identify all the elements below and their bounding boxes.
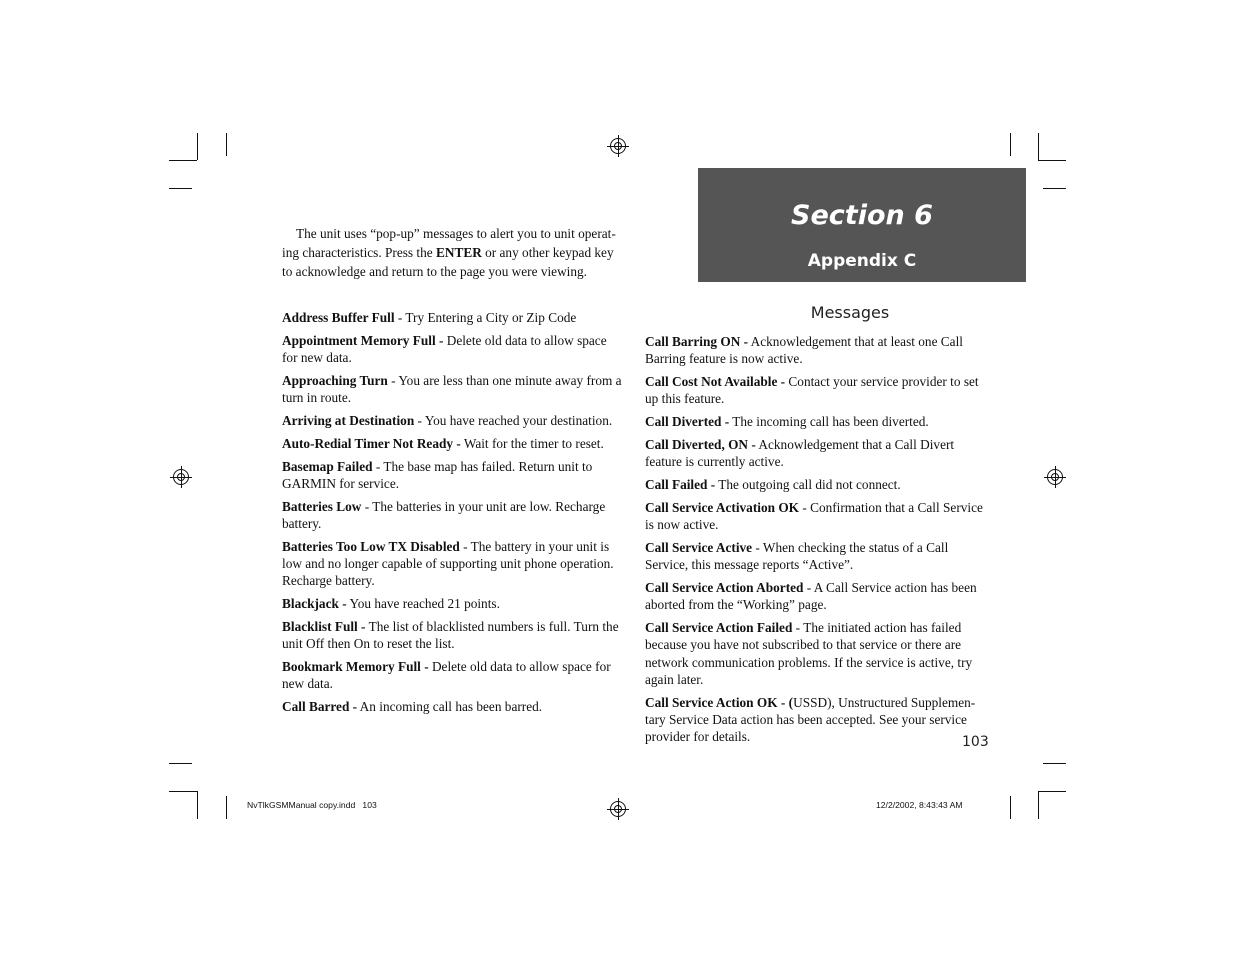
crop-mark <box>197 791 198 819</box>
message-entry <box>282 372 624 407</box>
message-description: - You have reached your destination. <box>414 412 613 428</box>
message-entry <box>282 458 624 493</box>
message-entry <box>282 309 624 326</box>
message-description: You have reached 21 points. <box>346 596 500 612</box>
intro-text: or any other keypad key to acknowledge and return to the page you were viewing. <box>282 245 614 279</box>
registration-mark-icon <box>610 138 626 154</box>
message-list-right <box>645 333 987 751</box>
crop-mark <box>169 763 192 764</box>
message-list-left <box>282 309 624 721</box>
message-term: Appointment Memory Full - <box>282 332 444 348</box>
crop-mark <box>169 188 192 189</box>
messages-heading: Messages <box>810 303 890 322</box>
section-header-box <box>698 168 1026 282</box>
message-description: USSD), Unstructured Supplemen-tary Service Data action has been accepted. See your service provider for details. <box>645 694 976 745</box>
message-description: Acknowledgement that at least one Call Barring feature is now active. <box>645 334 963 367</box>
message-term: Call Barred - <box>282 699 358 715</box>
message-term: Basemap Failed <box>282 458 373 474</box>
message-term: Batteries Too Low TX Disabled <box>282 538 460 554</box>
message-term: Call Service Action Aborted <box>645 580 804 596</box>
message-description: - The base map has failed. Return unit to GARMIN for service. <box>282 458 593 491</box>
crop-mark <box>226 133 227 156</box>
message-entry <box>282 412 624 429</box>
message-entry <box>282 595 624 612</box>
intro-text: The unit uses “pop-up” messages to alert you to unit operat-ing characteristics. Press the <box>282 226 616 260</box>
message-term: Call Diverted - <box>645 414 730 430</box>
message-description: - The initiated action has failed because you have not subscribed to that service or there are network communication problems. If the service is active, try again later. <box>645 620 973 688</box>
message-description: The incoming call has been diverted. <box>729 414 929 430</box>
message-term: Call Diverted, ON - <box>645 436 756 452</box>
message-description: - The batteries in your unit are low. Recharge battery. <box>282 498 606 531</box>
message-term: Arriving at Destination <box>282 412 415 428</box>
message-entry <box>282 332 624 367</box>
message-term: Auto-Redial Timer Not Ready - <box>282 435 461 451</box>
message-term: Call Cost Not Available - <box>645 374 786 390</box>
message-term: Call Service Active <box>645 539 753 555</box>
message-term: Call Service Action Failed <box>645 620 793 636</box>
message-description: An incoming call has been barred. <box>357 699 543 715</box>
crop-mark <box>1010 133 1011 156</box>
message-term: Blackjack - <box>282 596 347 612</box>
crop-mark <box>1038 160 1066 161</box>
crop-mark <box>1010 796 1011 819</box>
crop-mark <box>1038 791 1066 792</box>
message-entry <box>645 579 987 614</box>
message-description: - Confirmation that a Call Service is now active. <box>645 499 983 533</box>
crop-mark <box>197 133 198 160</box>
crop-mark <box>1038 791 1039 819</box>
message-entry <box>645 436 987 471</box>
message-description: Contact your service provider to set up this feature. <box>645 374 979 407</box>
crop-mark <box>169 160 197 161</box>
message-description: Delete old data to allow space for new data. <box>282 659 611 692</box>
message-entry <box>282 698 624 715</box>
message-entry <box>282 435 624 452</box>
section-title: Section 6 <box>791 200 933 231</box>
footer-timestamp: 12/2/2002, 8:43:43 AM <box>876 800 963 810</box>
message-term: Address Buffer Full <box>282 310 395 325</box>
message-description: Wait for the timer to reset. <box>460 435 604 451</box>
registration-mark-icon <box>173 469 189 485</box>
message-entry <box>645 619 987 688</box>
crop-mark <box>1043 763 1066 764</box>
message-description: - Try Entering a City or Zip Code <box>394 310 577 325</box>
crop-mark <box>226 796 227 819</box>
message-description: Acknowledgement that a Call Divert feature is currently active. <box>645 436 955 470</box>
crop-mark <box>169 791 197 792</box>
message-term: Call Service Activation OK <box>645 499 799 515</box>
message-entry <box>645 694 987 746</box>
message-term: Approaching Turn <box>282 372 388 388</box>
message-entry <box>645 373 987 408</box>
intro-bold-key: ENTER <box>435 245 482 260</box>
message-term: Call Failed - <box>645 477 716 493</box>
message-term: Call Service Action OK - ( <box>645 694 794 710</box>
message-description: - The battery in your unit is low and no longer capable of supporting unit phone operation. Recharge battery. <box>282 538 614 589</box>
message-term: Call Barring ON - <box>645 334 749 349</box>
message-description: The list of blacklisted numbers is full. Turn the unit Off then On to reset the list. <box>282 618 619 652</box>
message-term: Batteries Low <box>282 498 362 514</box>
footer-filename: NvTlkGSMManual copy.indd 103 <box>247 800 377 810</box>
message-entry <box>645 413 987 430</box>
crop-mark <box>1043 188 1066 189</box>
message-entry <box>645 333 987 368</box>
message-description: The outgoing call did not connect. <box>715 477 901 493</box>
message-term: Blacklist Full - <box>282 618 366 634</box>
registration-mark-icon <box>610 801 626 817</box>
message-entry <box>645 499 987 534</box>
section-subtitle: Appendix C <box>807 251 917 271</box>
message-description: - A Call Service action has been aborted from the “Working” page. <box>645 580 977 613</box>
message-entry <box>282 618 624 653</box>
registration-mark-icon <box>1047 469 1063 485</box>
message-entry <box>645 476 987 493</box>
message-description: - You are less than one minute away from a turn in route. <box>282 372 622 406</box>
page-number: 103 <box>962 734 989 750</box>
intro-paragraph <box>282 224 622 281</box>
message-description: Delete old data to allow space for new data. <box>282 332 607 366</box>
message-entry <box>282 658 624 693</box>
message-entry <box>645 539 987 574</box>
crop-mark <box>1038 133 1039 160</box>
message-entry <box>282 498 624 533</box>
message-entry <box>282 538 624 590</box>
message-description: - When checking the status of a Call Service, this message reports “Active”. <box>645 539 949 573</box>
message-term: Bookmark Memory Full - <box>282 659 429 675</box>
